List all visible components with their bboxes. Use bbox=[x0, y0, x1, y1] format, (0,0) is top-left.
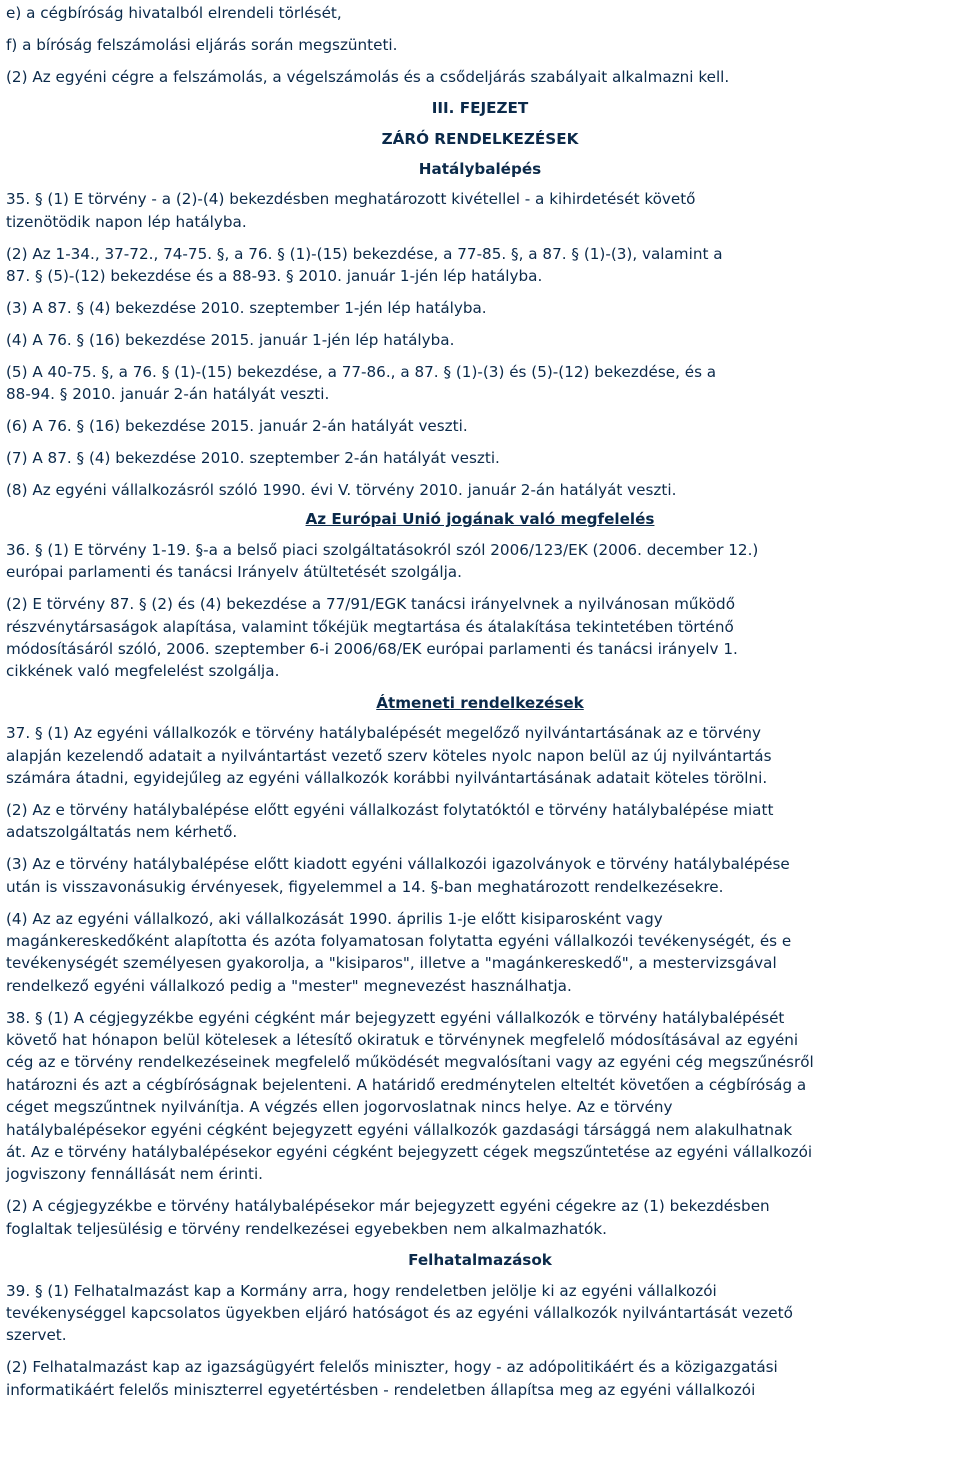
text-line: szervet. bbox=[6, 1326, 67, 1345]
chapter-title: ZÁRÓ RENDELKEZÉSEK bbox=[381, 129, 579, 148]
text-line: (2) Az egyéni cégre a felszámolás, a végelszámolás és a csődeljárás szabályait alkalmazni kell. bbox=[6, 67, 730, 86]
text-line: tizenötödik napon lép hatályba. bbox=[6, 212, 247, 231]
paragraph-35-1 bbox=[6, 188, 954, 233]
text-line: európai parlamenti és tanácsi Irányelv átültetését szolgálja. bbox=[6, 563, 462, 582]
paragraph-37-1 bbox=[6, 722, 954, 789]
section-heading-hatalybalepes: Hatálybalépés bbox=[418, 160, 542, 179]
text-line: követő hat hónapon belül kötelesek a létesítő okiratuk e törvénynek megfelelő módosításával az egyéni bbox=[6, 1031, 799, 1050]
paragraph-37-2 bbox=[6, 799, 954, 844]
text-line: tevékenységét személyesen gyakorolja, a "kisiparos", illetve a "magánkereskedő", a mestervizsgával bbox=[6, 954, 777, 973]
text-line: (2) Az e törvény hatálybalépése előtt egyéni vállalkozást folytatóktól e törvény hatálybalépése miatt bbox=[6, 800, 774, 819]
text-line: tevékenységgel kapcsolatos ügyekben eljáró hatóságot és az egyéni vállalkozók nyilvántartását vezető bbox=[6, 1304, 793, 1322]
section-heading-eu: Az Európai Unió jogának való megfelelés bbox=[305, 510, 655, 529]
text-line: 35. § (1) E törvény - a (2)-(4) bekezdésben meghatározott kivétellel - a kihirdetését követő bbox=[6, 190, 696, 209]
text-line: át. Az e törvény hatálybalépésekor egyéni cégként bejegyzett cégek megszűntetése az egyéni vállalkozói bbox=[6, 1143, 813, 1162]
paragraph-35-7: (7) A 87. § (4) bekezdése 2010. szeptember 2-án hatályát veszti. bbox=[6, 449, 500, 468]
text-line: céget megszűntnek nyilvánítja. A végzés ellen jogorvoslatnak nincs helye. Az e törvény bbox=[6, 1098, 673, 1117]
paragraph-37-4 bbox=[6, 908, 954, 998]
text-line: f) a bíróság felszámolási eljárás során megszünteti. bbox=[6, 35, 398, 54]
paragraph-35-8: (8) Az egyéni vállalkozásról szóló 1990. évi V. törvény 2010. január 2-án hatályát veszti. bbox=[6, 481, 677, 499]
paragraph-39-1 bbox=[6, 1280, 954, 1347]
text-line: számára átadni, egyidejűleg az egyéni vállalkozók korábbi nyilvántartásának adatait köteles törölni. bbox=[6, 768, 768, 787]
text-line: hatálybalépésekor egyéni cégként bejegyzett egyéni vállalkozók gazdasági társággá nem alakulhatnak bbox=[6, 1120, 793, 1139]
text-line: informatikáért felelős miniszterrel egyetértésben - rendeletben állapítsa meg az egyéni vállalkozói bbox=[6, 1380, 756, 1399]
text-line: adatszolgáltatás nem kérhető. bbox=[6, 823, 238, 842]
paragraph-38-2 bbox=[6, 1195, 954, 1240]
section-heading-atmeneti: Átmeneti rendelkezések bbox=[376, 693, 584, 712]
text-line: (5) A 40-75. §, a 76. § (1)-(15) bekezdése, a 77-86., a 87. § (1)-(3) és (5)-(12) bekezdése, és a bbox=[6, 362, 717, 381]
document-page bbox=[0, 2, 960, 1401]
paragraph-35-6: (6) A 76. § (16) bekezdése 2015. január 2-án hatályát veszti. bbox=[6, 417, 468, 436]
text-line: rendelkező egyéni vállalkozó pedig a "mester" megnevezést használhatja. bbox=[6, 976, 572, 995]
paragraph-35-3: (3) A 87. § (4) bekezdése 2010. szeptember 1-jén lép hatályba. bbox=[6, 299, 487, 318]
text-line: foglaltak teljesülésig e törvény rendelkezései egyebekben nem alkalmazhatók. bbox=[6, 1219, 608, 1238]
text-line: e) a cégbíróság hivatalból elrendeli törlését, bbox=[6, 4, 342, 22]
text-line: cég az e törvény rendelkezéseinek megfelelő működését megvalósítani vagy az egyéni cég megszűnésről bbox=[6, 1053, 814, 1072]
text-line: 37. § (1) Az egyéni vállalkozók e törvény hatálybalépését megelőző nyilvántartásának az e törvény bbox=[6, 724, 761, 743]
text-line: 88-94. § 2010. január 2-án hatályát veszti. bbox=[6, 385, 330, 404]
text-line: után is visszavonásukig érvényesek, figyelemmel a 14. §-ban meghatározott rendelkezésekre. bbox=[6, 877, 724, 896]
text-line: alapján kezelendő adatait a nyilvántartást vezető szerv köteles nyolc napon belül az új nyilvántartás bbox=[6, 746, 772, 765]
text-line: (2) E törvény 87. § (2) és (4) bekezdése a 77/91/EGK tanácsi irányelvnek a nyilvánosan működő bbox=[6, 595, 735, 614]
text-line: magánkereskedőként alapította és azóta folyamatosan folytatta egyéni vállalkozói tevékenységét, és e bbox=[6, 931, 792, 950]
section-heading-felhatalmazasok: Felhatalmazások bbox=[408, 1251, 552, 1270]
text-line: jogviszony fennállását nem érinti. bbox=[6, 1165, 264, 1184]
text-line: (3) Az e törvény hatálybalépése előtt kiadott egyéni vállalkozói igazolványok e törvény hatálybalépése bbox=[6, 855, 790, 874]
text-line: részvénytársaságok alapítása, valamint tőkéjük megtartása és átalakítása tekintetében történő bbox=[6, 617, 734, 636]
text-line: határozni és azt a cégbíróságnak bejelenteni. A határidő eredménytelen elteltét követően a cégbíróság a bbox=[6, 1075, 807, 1094]
text-line: 87. § (5)-(12) bekezdése és a 88-93. § 2010. január 1-jén lép hatályba. bbox=[6, 267, 543, 286]
text-line: cikkének való megfelelést szolgálja. bbox=[6, 662, 280, 681]
text-line: 38. § (1) A cégjegyzékbe egyéni cégként már bejegyzett egyéni vállalkozók e törvény hatálybalépését bbox=[6, 1008, 785, 1027]
text-line: (2) A cégjegyzékbe e törvény hatálybalépésekor már bejegyzett egyéni cégekre az (1) bekezdésben bbox=[6, 1197, 770, 1216]
paragraph-37-3 bbox=[6, 853, 954, 898]
paragraph-36-2 bbox=[6, 593, 954, 683]
paragraph-35-5 bbox=[6, 361, 954, 406]
paragraph-36-1 bbox=[6, 539, 954, 584]
text-line: módosításáról szóló, 2006. szeptember 6-i 2006/68/EK európai parlamenti és tanácsi irányelv 1. bbox=[6, 639, 738, 658]
chapter-number: III. FEJEZET bbox=[431, 99, 529, 118]
text-line: (2) Felhatalmazást kap az igazságügyért felelős miniszter, hogy - az adópolitikáért és a közigazgatási bbox=[6, 1358, 778, 1377]
paragraph-39-2 bbox=[6, 1356, 954, 1401]
text-line: 39. § (1) Felhatalmazást kap a Kormány arra, hogy rendeletben jelölje ki az egyéni vállalkozói bbox=[6, 1281, 717, 1300]
paragraph-35-4: (4) A 76. § (16) bekezdése 2015. január 1-jén lép hatályba. bbox=[6, 330, 455, 349]
text-line: (2) Az 1-34., 37-72., 74-75. §, a 76. § (1)-(15) bekezdése, a 77-85. §, a 87. § (1)-(3), valamint a bbox=[6, 244, 723, 263]
text-line: 36. § (1) E törvény 1-19. §-a a belső piaci szolgáltatásokról szól 2006/123/EK (2006. december 12.) bbox=[6, 540, 759, 559]
paragraph-35-2 bbox=[6, 243, 954, 288]
paragraph-38-1 bbox=[6, 1007, 954, 1186]
text-line: (4) Az az egyéni vállalkozó, aki vállalkozását 1990. április 1-je előtt kisiparosként vagy bbox=[6, 909, 663, 928]
